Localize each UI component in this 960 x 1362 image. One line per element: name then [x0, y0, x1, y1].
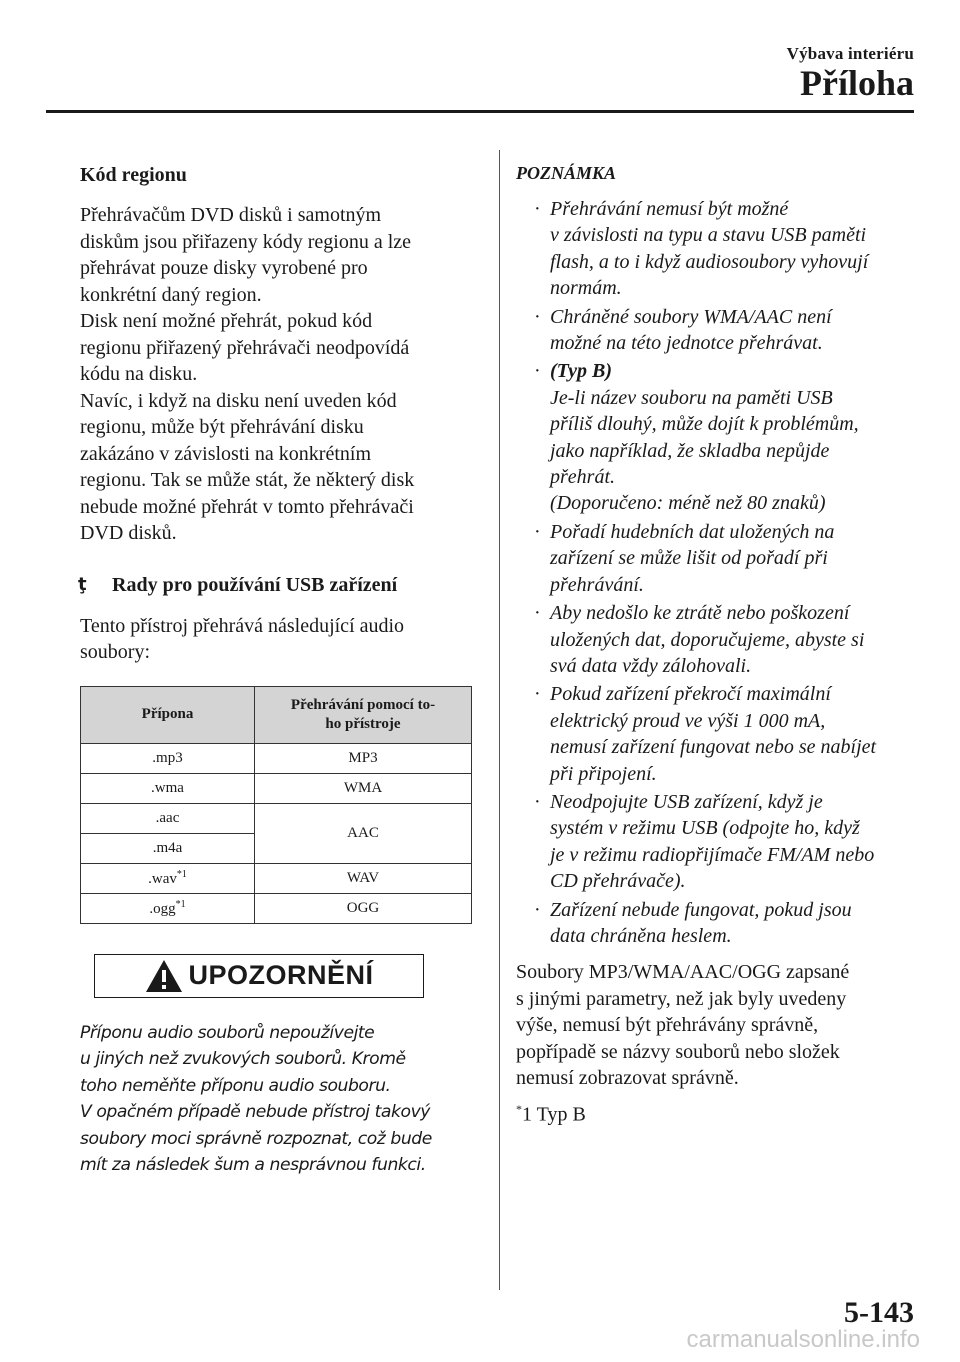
- text-line: DVD disků.: [80, 522, 177, 544]
- text-line: s jinými parametry, než jak byly uvedeny: [516, 987, 847, 1010]
- ext-text: .wav: [148, 870, 177, 887]
- text-line: u jiných než zvukových souborů. Kromě: [80, 1049, 406, 1069]
- page-number: 5-143: [844, 1296, 914, 1329]
- bullet-icon: ·: [534, 305, 541, 328]
- footnote-text: 1 Typ B: [522, 1103, 586, 1126]
- table-cell-format: MP3: [255, 743, 472, 773]
- text-line: je v režimu radiopřijímače FM/AM nebo: [550, 843, 875, 866]
- column-divider: [499, 150, 500, 1290]
- text-line: příliš dlouhý, může dojít k problémům,: [550, 413, 859, 436]
- list-item: [516, 196, 920, 302]
- text-line: Navíc, i když na disku není uveden kód: [80, 389, 397, 412]
- text-line: soubory:: [80, 641, 150, 663]
- text-line: (Typ B): [550, 360, 613, 383]
- usb-heading-text: Rady pro používání USB zařízení: [112, 573, 398, 596]
- table-row: [81, 893, 472, 923]
- text-line: zakázáno v závislosti na konkrétním: [80, 442, 372, 465]
- header-section-label: Výbava interiéru: [786, 44, 914, 63]
- warning-box: [94, 954, 424, 998]
- text-line: uložených dat, doporučujeme, abyste si: [550, 628, 865, 651]
- list-item: [516, 519, 920, 598]
- table-row: [81, 803, 472, 833]
- text-line: přehrávat pouze disky vyrobené pro: [80, 257, 368, 279]
- text-line: Přehrávání nemusí být možné: [550, 198, 789, 220]
- list-item: [516, 897, 920, 950]
- text-line: mít za následek šum a nesprávnou funkci.: [80, 1155, 426, 1175]
- table-cell-format: AAC: [255, 803, 472, 863]
- table-row: [81, 743, 472, 773]
- text-line: výše, nemusí být přehrávány správně,: [516, 1014, 819, 1037]
- table-cell-ext: [81, 893, 255, 923]
- bullet-icon: ·: [534, 790, 541, 813]
- text-line: regionu, může být přehrávání disku: [80, 416, 364, 438]
- text-line: Tento přístroj přehrává následující audio: [80, 614, 405, 637]
- usb-intro: [80, 613, 472, 666]
- text-line: svá data vždy zálohovali.: [550, 654, 752, 677]
- header-line: Přehrávání pomocí to-: [290, 696, 436, 713]
- text-line: Přehrávačům DVD disků i samotným: [80, 204, 382, 226]
- list-item: [516, 681, 920, 787]
- text-line: toho neměňte příponu audio souboru.: [80, 1075, 391, 1096]
- text-line: Příponu audio souborů nepoužívejte: [80, 1022, 375, 1043]
- text-line: Pořadí hudebních dat uložených na: [550, 520, 835, 543]
- text-line: Pokud zařízení překročí maximální: [550, 683, 831, 706]
- bullet-icon: ·: [534, 683, 541, 706]
- text-line: diskům jsou přiřazeny kódy regionu a lze: [80, 230, 412, 253]
- text-line: zařízení se může lišit od pořadí při: [550, 547, 828, 570]
- text-line: Je-li název souboru na paměti USB: [550, 386, 833, 409]
- text-line: kódu na disku.: [80, 363, 198, 385]
- table-cell-ext: .aac: [81, 803, 255, 833]
- right-column: [516, 160, 920, 1128]
- list-item: [516, 789, 920, 895]
- text-line: elektrický proud ve výši 1 000 mA,: [550, 709, 826, 732]
- text-line: Zařízení nebude fungovat, pokud jsou: [550, 898, 852, 921]
- table-cell-ext: .m4a: [81, 833, 255, 863]
- text-line: Disk není možné přehrát, pokud kód: [80, 310, 373, 332]
- table-cell-format: WAV: [255, 863, 472, 893]
- footnote-mark: *: [516, 1101, 522, 1116]
- text-line: nemusí zobrazovat správně.: [516, 1067, 739, 1090]
- bullet-icon: ·: [534, 360, 541, 383]
- text-line: Soubory MP3/WMA/AAC/OGG zapsané: [516, 961, 850, 984]
- table-row: [81, 863, 472, 893]
- text-line: nebude možné přehrát v tomto přehrávači: [80, 495, 414, 518]
- bullet-icon: ·: [534, 898, 541, 921]
- left-column: [80, 160, 472, 1179]
- text-line: V opačném případě nebude přístroj takový: [80, 1102, 431, 1122]
- text-line: systém v režimu USB (odpojte ho, když: [550, 817, 860, 840]
- text-line: možné na této jednotce přehrávat.: [550, 332, 823, 355]
- table-cell-ext: .mp3: [81, 743, 255, 773]
- note-list: [516, 196, 920, 949]
- warning-triangle-icon: [144, 958, 184, 994]
- text-line: konkrétní daný region.: [80, 283, 262, 306]
- list-item: [516, 304, 920, 357]
- table-header-playback: [255, 686, 472, 743]
- list-item: [516, 358, 920, 516]
- table-cell-ext: [81, 863, 255, 893]
- header-rule: [46, 110, 914, 113]
- bullet-icon: ·: [534, 198, 541, 220]
- text-line: přehrávání.: [550, 573, 644, 596]
- table-cell-format: WMA: [255, 773, 472, 803]
- table-header-extension: Přípona: [81, 686, 255, 743]
- bullet-icon: ·: [534, 520, 541, 543]
- text-line: CD přehrávače).: [550, 870, 686, 893]
- footnote: [516, 1096, 920, 1128]
- text-line: data chráněna heslem.: [550, 924, 732, 947]
- text-line: přehrát.: [550, 466, 615, 489]
- header-line: ho přístroje: [325, 715, 401, 732]
- text-line: regionu přiřazený přehrávači neodpovídá: [80, 336, 410, 359]
- bullet-icon: ·: [534, 602, 541, 625]
- warning-text: [80, 1020, 472, 1179]
- text-line: regionu. Tak se může stát, že některý disk: [80, 469, 415, 491]
- text-line: flash, a to i když audiosoubory vyhovují: [550, 250, 869, 273]
- closing-text: [516, 959, 920, 1092]
- text-line: Neodpojujte USB zařízení, když je: [550, 790, 823, 813]
- text-line: jako například, že skladba nepůjde: [550, 439, 830, 462]
- footnote-mark: *1: [176, 868, 187, 880]
- warning-title: UPOZORNĚNÍ: [188, 960, 374, 990]
- section-marker-icon: ţ: [78, 573, 87, 595]
- table-cell-ext: .wma: [81, 773, 255, 803]
- table-cell-format: OGG: [255, 893, 472, 923]
- text-line: (Doporučeno: méně než 80 znaků): [550, 492, 826, 515]
- watermark: carmanualsonline.info: [686, 1326, 920, 1353]
- text-line: při připojení.: [550, 762, 657, 785]
- text-line: soubory moci správně rozpoznat, což bude: [80, 1128, 432, 1149]
- text-line: v závislosti na typu a stavu USB paměti: [550, 224, 867, 247]
- text-line: nemusí zařízení fungovat nebo se nabíjet: [550, 736, 877, 759]
- region-text: [80, 202, 472, 547]
- region-heading: Kód regionu: [80, 164, 187, 186]
- header-title: Příloha: [800, 63, 914, 103]
- text-line: normám.: [550, 277, 622, 300]
- text-line: Chráněné soubory WMA/AAC není: [550, 305, 832, 328]
- usb-heading: [80, 571, 472, 599]
- table-header-row: [81, 686, 472, 743]
- table-row: [81, 773, 472, 803]
- text-line: Aby nedošlo ke ztrátě nebo poškození: [550, 602, 850, 625]
- ext-text: .ogg: [149, 900, 176, 917]
- extension-table: [80, 686, 472, 924]
- note-title: POZNÁMKA: [516, 163, 617, 183]
- list-item: [516, 600, 920, 679]
- text-line: popřípadě se názvy souborů nebo složek: [516, 1040, 840, 1063]
- footnote-mark: *1: [175, 898, 186, 910]
